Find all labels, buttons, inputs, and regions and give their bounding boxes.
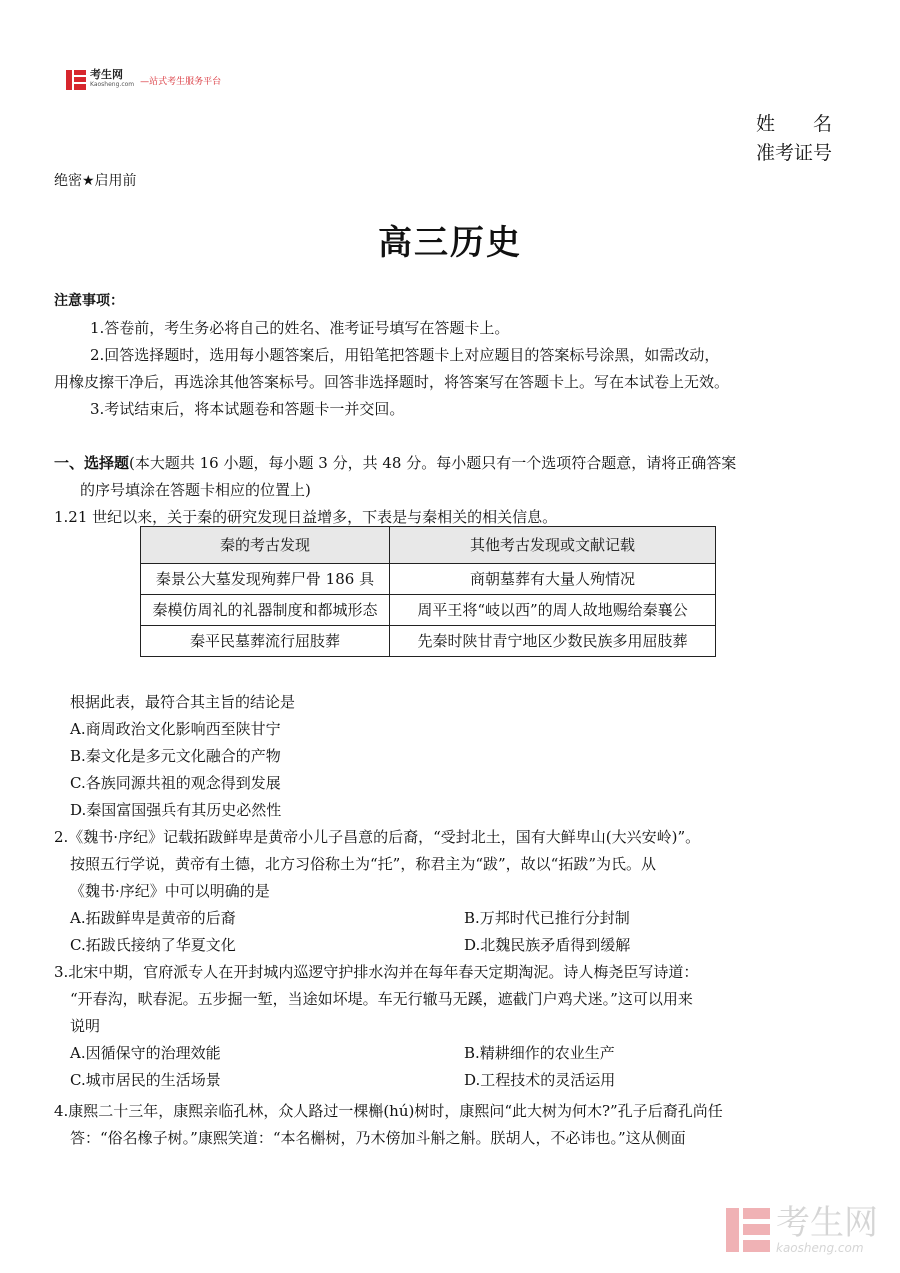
- q1-option-b: B.秦文化是多元文化融合的产物: [70, 747, 281, 765]
- table-row: [141, 626, 716, 657]
- table-cell: 秦模仿周礼的礼器制度和都城形态: [141, 595, 390, 626]
- q2-option-c: C.拓跋氏接纳了华夏文化: [70, 936, 236, 954]
- note-2a: 2.回答选择题时，选用每小题答案后，用铅笔把答题卡上对应题目的答案标号涂黑，如需改动，: [90, 346, 720, 364]
- logo-name: 考生网: [90, 68, 123, 81]
- q2-stem-3: 《魏书·序纪》中可以明确的是: [70, 882, 270, 900]
- q3-option-a: A.因循保守的治理效能: [70, 1044, 221, 1062]
- q1-option-d: D.秦国富国强兵有其历史必然性: [70, 801, 282, 819]
- secret-label: 绝密★启用前: [54, 173, 137, 189]
- q3-option-c: C.城市居民的生活场景: [70, 1071, 221, 1089]
- q4-stem-1: 4.康熙二十三年，康熙亲临孔林，众人路过一棵槲(hú)树时，康熙问“此大树为何木?”孔子后裔孔尚任: [54, 1102, 723, 1120]
- name-label: 姓 名: [755, 113, 832, 135]
- note-3: 3.考试结束后，将本试题卷和答题卡一并交回。: [90, 400, 405, 418]
- table-cell: 秦景公大墓发现殉葬尸骨 186 具: [141, 564, 390, 595]
- q2-option-b: B.万邦时代已推行分封制: [464, 909, 630, 927]
- table-row: [141, 595, 716, 626]
- q3-option-b: B.精耕细作的农业生产: [464, 1044, 615, 1062]
- section-1-desc: (本大题共 16 小题，每小题 3 分，共 48 分。每小题只有一个选项符合题意，请将正确答案: [129, 454, 737, 472]
- page-title: 高三历史: [378, 223, 522, 263]
- note-1: 1.答卷前，考生务必将自己的姓名、准考证号填写在答题卡上。: [90, 319, 510, 337]
- table-cell: 秦平民墓葬流行屈肢葬: [141, 626, 390, 657]
- q3-stem-2: “开春沟，畎春泥。五步掘一堑，当途如坏堤。车无行辙马无蹊，遮截门户鸡犬迷。”这可以用来: [70, 990, 693, 1008]
- logo-slogan: —站式考生服务平台: [140, 76, 222, 87]
- candidate-info: [756, 110, 832, 168]
- q3-stem-3: 说明: [70, 1017, 101, 1035]
- watermark-logo-icon: [726, 1208, 770, 1252]
- note-2b: 用橡皮擦干净后，再选涂其他答案标号。回答非选择题时，将答案写在答题卡上。写在本试卷上无效。: [54, 373, 730, 391]
- table-cell: 商朝墓葬有大量人殉情况: [390, 564, 716, 595]
- q3-option-d: D.工程技术的灵活运用: [464, 1071, 616, 1089]
- q1-table: [140, 526, 716, 657]
- table-cell: 先秦时陕甘青宁地区少数民族多用屈肢葬: [390, 626, 716, 657]
- watermark-name: 考生网: [776, 1203, 878, 1243]
- q3-stem-1: 3.北宋中期，官府派专人在开封城内巡逻守护排水沟并在每年春天定期淘泥。诗人梅尧臣写诗道：: [54, 963, 699, 981]
- q1-option-c: C.各族同源共祖的观念得到发展: [70, 774, 281, 792]
- q2-option-d: D.北魏民族矛盾得到缓解: [464, 936, 631, 954]
- table-row: [141, 564, 716, 595]
- table-header: 秦的考古发现: [141, 527, 390, 564]
- exam-id-label: 准考证号: [755, 142, 832, 164]
- watermark-domain: kaosheng.com: [776, 1241, 864, 1255]
- table-header: 其他考古发现或文献记载: [390, 527, 716, 564]
- table-cell: 周平王将“岐以西”的周人故地赐给秦襄公: [390, 595, 716, 626]
- logo-domain: Kaosheng.com: [90, 81, 135, 88]
- q2-stem-2: 按照五行学说，黄帝有土德，北方习俗称土为“托”，称君主为“跋”，故以“拓跋”为氏。从: [70, 855, 657, 873]
- table-header-row: [141, 527, 716, 564]
- site-logo: [66, 70, 221, 90]
- q2-stem-1: 2.《魏书·序纪》记载拓跋鲜卑是黄帝小儿子昌意的后裔，“受封北土，国有大鲜卑山(大兴安岭)”。: [54, 828, 701, 846]
- logo-mark-icon: [66, 70, 86, 90]
- q1-option-a: A.商周政治文化影响西至陕甘宁: [70, 720, 281, 738]
- watermark: [726, 1205, 878, 1255]
- section-1-header: [54, 452, 736, 473]
- notes-heading: 注意事项：: [54, 293, 124, 309]
- q2-option-a: A.拓跋鲜卑是黄帝的后裔: [70, 909, 236, 927]
- q4-stem-2: 答：“俗名橡子树。”康熙笑道：“本名槲树，乃木傍加斗斛之斛。朕胡人，不必讳也。”这从侧面: [70, 1129, 686, 1147]
- section-1-desc-cont: 的序号填涂在答题卡相应的位置上): [80, 481, 311, 499]
- q1-stem: 1.21 世纪以来，关于秦的研究发现日益增多，下表是与秦相关的相关信息。: [54, 508, 558, 526]
- section-1-label: 一、选择题: [54, 454, 130, 472]
- q1-prompt: 根据此表，最符合其主旨的结论是: [70, 693, 296, 711]
